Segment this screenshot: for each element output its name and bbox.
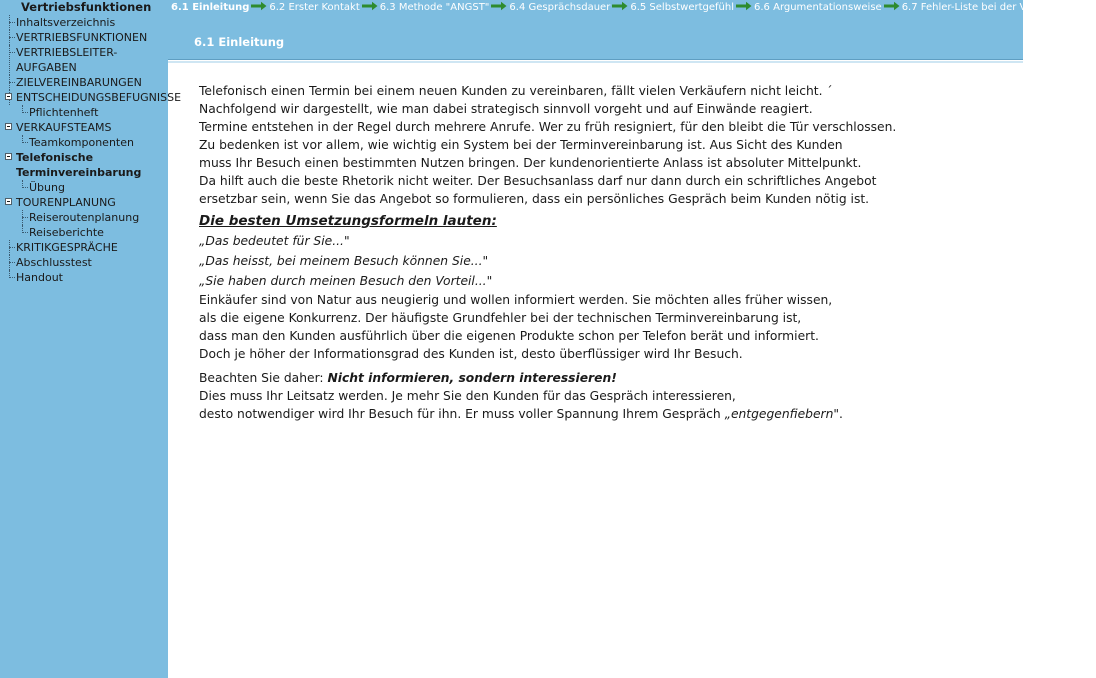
nav-label: Übung [29,181,65,194]
formula-heading-text: Die besten Umsetzungsformeln lauten [199,213,492,229]
intro-line: Da hilft auch die beste Rhetorik nicht weiter. Der Besuchsanlass darf nur dann durch ein schriftliches Angebot [199,174,877,188]
nav-label: VERTRIEBSFUNKTIONEN [16,31,148,44]
closing-italic: „entgegenfiebern [724,407,834,421]
closing-prefix: desto notwendiger wird Ihr Besuch für ihn. Er muss voller Spannung Ihrem Gespräch [199,407,725,421]
sidebar-navigation [0,0,182,678]
nav-label: Pflichtenheft [29,106,99,119]
sidebar-title: Vertriebsfunktionen [21,0,152,14]
nav-item-zielvereinbarungen[interactable] [0,75,168,90]
collapse-toggle-icon[interactable] [5,123,12,130]
crumb-6-6[interactable]: 6.6 Argumentationsweise [754,2,882,13]
nav-label: TOURENPLANUNG [16,196,116,209]
intro-line: Termine entstehen in der Regel durch mehrere Anrufe. Wer zu früh resigniert, für den bleibt die Tür verschlossen. [199,120,897,134]
intro-line: Nachfolgend wir dargestellt, wie man dabei strategisch sinnvoll vorgeht und auf Einwände reagiert. [199,102,813,116]
closing-line [199,405,999,423]
arrow-right-icon [251,1,267,11]
quote-line: „Sie haben durch meinen Besuch den Vorteil..." [199,274,493,288]
intro-line: Zu bedenken ist vor allem, wie wichtig ein System bei der Terminvereinbarung ist. Aus Sicht des Kunden [199,138,843,152]
nav-label: VERTRIEBSLEITER-AUFGABEN [16,46,118,74]
nav-item-inhaltsverzeichnis[interactable] [0,15,168,30]
page-title: 6.1 Einleitung [194,35,285,49]
nav-label: Reiseroutenplanung [29,211,140,224]
nav-item-uebung[interactable] [0,180,168,195]
crumb-6-7[interactable]: 6.7 Fehler-Liste bei der Vereinbarung v [901,2,1096,13]
lesson-content [199,82,999,423]
nav-item-handout[interactable] [0,270,168,285]
intro-line: Telefonisch einen Termin bei einem neuen Kunden zu vereinbaren, fällt vielen Verkäufern nicht leicht. ´ [199,84,833,98]
body-line: Einkäufer sind von Natur aus neugierig und wollen informiert werden. Sie möchten alles früher wissen, [199,293,833,307]
crumb-6-3[interactable]: 6.3 Methode "ANGST" [379,2,490,13]
quote-line: „Das bedeutet für Sie..." [199,234,350,248]
crumb-6-5[interactable]: 6.5 Selbstwertgefühl [630,2,735,13]
closing-line: Dies muss Ihr Leitsatz werden. Je mehr Sie den Kunden für das Gespräch interessieren, [199,389,736,403]
intro-line: muss Ihr Besuch einen bestimmten Nutzen bringen. Der kundenorientierte Anlass ist absoluter Mittelpunkt. [199,156,862,170]
body-line: als die eigene Konkurrenz. Der häufigste Grundfehler bei der technischen Terminvereinbarung ist, [199,311,802,325]
nav-item-reiseberichte[interactable] [0,225,168,240]
nav-label: Handout [16,271,63,284]
formula-heading [199,212,999,231]
nav-item-vertriebsleiter-aufgaben[interactable] [0,45,136,75]
note-line [199,369,999,387]
nav-label: VERKAUFSTEAMS [16,121,112,134]
collapse-toggle-icon[interactable] [5,153,12,160]
arrow-right-icon [884,1,900,11]
nav-item-kritikgespraeche[interactable] [0,240,168,255]
nav-item-vertriebsfunktionen[interactable] [0,30,168,45]
note-prefix: Beachten Sie daher: [199,371,328,385]
crumb-6-1[interactable]: 6.1 Einleitung [171,2,250,13]
nav-item-teamkomponenten[interactable] [0,135,168,150]
quote-line: „Das heisst, bei meinem Besuch können Sie..." [199,254,489,268]
nav-item-telefonische-terminvereinbarung[interactable] [0,150,156,180]
nav-label: Abschlusstest [16,256,92,269]
nav-item-pflichtenheft[interactable] [0,105,168,120]
nav-label: KRITIKGESPRÄCHE [16,241,118,254]
arrow-right-icon [736,1,752,11]
arrow-right-icon [612,1,628,11]
nav-item-abschlusstest[interactable] [0,255,168,270]
intro-line: ersetzbar sein, wenn Sie das Angebot so formulieren, dass ein persönliches Gespräch beim Kunden nötig ist. [199,192,870,206]
formula-heading-colon: : [491,213,497,229]
arrow-right-icon [362,1,378,11]
nav-label: Teamkomponenten [29,136,134,149]
arrow-right-icon [491,1,507,11]
nav-item-entscheidungsbefugnisse[interactable] [0,90,182,105]
nav-label: ENTSCHEIDUNGSBEFUGNISSE [16,91,182,104]
nav-item-verkaufsteams[interactable] [0,120,168,135]
nav-item-reiseroutenplanung[interactable] [0,210,168,225]
collapse-toggle-icon[interactable] [5,198,12,205]
body-line: dass man den Kunden ausführlich über die eigenen Produkte schon per Telefon berät und informiert. [199,329,819,343]
collapse-toggle-icon[interactable] [5,93,12,100]
nav-item-tourenplanung[interactable] [0,195,168,210]
body-line: Doch je höher der Informationsgrad des Kunden ist, desto überflüssiger wird Ihr Besuch. [199,347,743,361]
page-title-bar [168,16,1023,60]
closing-suffix: ". [833,407,843,421]
nav-label: ZIELVEREINBARUNGEN [16,76,142,89]
chapter-breadcrumb [168,0,1096,16]
nav-label: Telefonische Terminvereinbarung [16,151,142,179]
nav-label: Reiseberichte [29,226,104,239]
crumb-6-4[interactable]: 6.4 Gesprächsdauer [509,2,611,13]
note-emphasis: Nicht informieren, sondern interessieren! [327,371,617,385]
crumb-6-2[interactable]: 6.2 Erster Kontakt [269,2,360,13]
nav-label: Inhaltsverzeichnis [16,16,116,29]
